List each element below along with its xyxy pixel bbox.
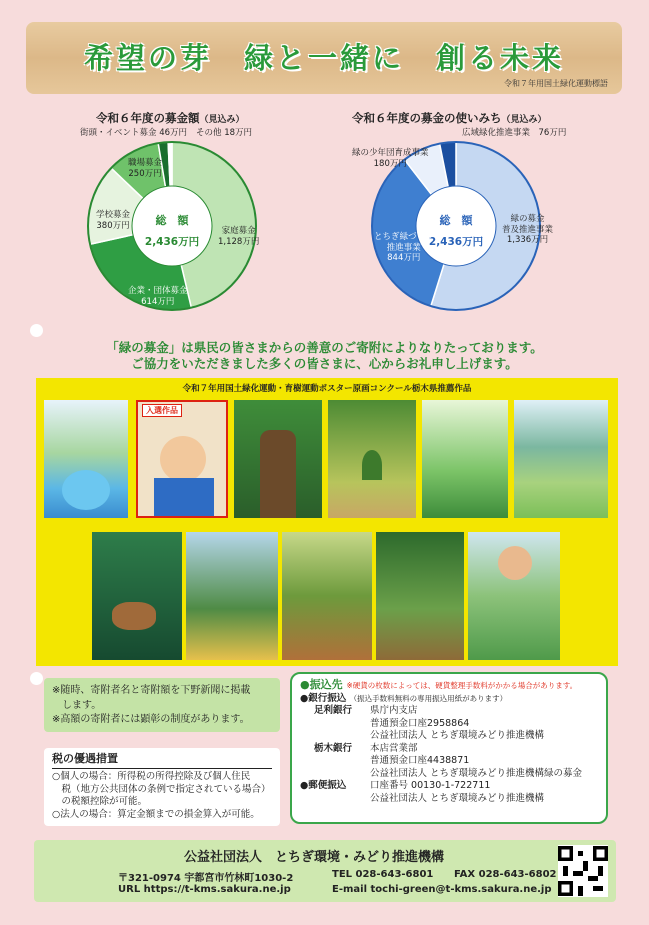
right-chart-title [352, 110, 547, 126]
bank1-details [370, 705, 544, 743]
artwork-9 [282, 532, 372, 660]
left-total-label: 総 額 [155, 214, 189, 227]
phone: TEL 028-643-6801 [332, 869, 434, 880]
artwork-7 [92, 532, 182, 660]
label-tochigi-greening-value: 844万円 [387, 253, 421, 264]
note-line-1: ※随時、寄附者名と寄附額を下野新聞に掲載 [52, 685, 251, 696]
punch-hole-bottom [30, 672, 43, 685]
label-school-value: 380万円 [96, 220, 130, 231]
right-chart-title-note: （見込み） [501, 115, 547, 125]
label-youth-corps-name: 緑の少年団育成事業 [352, 148, 429, 158]
artwork-4 [328, 400, 416, 518]
label-promotion-name2: 普及推進事業 [502, 224, 554, 235]
artwork-8 [186, 532, 278, 660]
postal-holder: 公益社団法人 とちぎ環境みどり推進機構 [370, 792, 545, 804]
slogan-note: 令和７年用国土緑化運動標語 [504, 79, 608, 88]
website-url[interactable]: URL https://t-kms.sakura.ne.jp [118, 884, 291, 895]
postal-details [370, 780, 544, 805]
label-workplace-name: 職場募金 [128, 158, 163, 168]
label-workplace [128, 158, 162, 179]
label-corporate [128, 286, 188, 307]
bank2-details [370, 743, 582, 781]
transfer-info [290, 672, 608, 824]
gallery-title: 令和７年用国土緑化運動・育樹運動ポスター原画コンクール栃木県推薦作品 [182, 384, 472, 394]
poster-gallery [36, 378, 618, 666]
transfer-heading-text: ●振込先 [300, 678, 343, 691]
bank-transfer-heading-note: （振込手数料無料の専用振込用紙があります） [349, 693, 508, 703]
artwork-1 [44, 400, 128, 518]
qr-code-pattern [558, 845, 608, 897]
tax-line-1: ○個人の場合：所得税の所得控除及び個人住民 [52, 770, 251, 782]
tax-benefits [44, 748, 280, 826]
address: 〒321-0974 宇都宮市竹林町1030-2 [118, 873, 294, 884]
postal-transfer [300, 780, 598, 805]
label-tochigi-greening-name1: とちぎ緑づくり [374, 232, 434, 242]
note-line-2: します。 [52, 699, 102, 711]
left-chart-title-note: （見込み） [199, 115, 245, 125]
artwork-11 [468, 532, 560, 660]
bank-transfer-heading [300, 693, 598, 706]
label-school [96, 210, 130, 231]
email-address[interactable]: E-mail tochi-green@t-kms.sakura.ne.jp [332, 884, 552, 895]
thanks-line-1: 「緑の募金」は県民の皆さまからの善意のご寄附によりなりたっております。 [106, 340, 543, 355]
bank1-holder: 公益社団法人 とちぎ環境みどり推進機構 [370, 730, 545, 742]
note-line-3: ※高額の寄附者には顕彰の制度があります。 [52, 714, 250, 725]
punch-hole-top [30, 324, 43, 337]
label-promotion-name1: 緑の募金 [510, 214, 545, 224]
qr-code[interactable] [558, 845, 608, 897]
label-promotion-value: 1,336万円 [506, 235, 549, 246]
label-tochigi-greening [374, 232, 434, 264]
artwork-2 [136, 400, 228, 518]
right-total-label: 総 額 [439, 214, 473, 227]
label-other-name: その他 [196, 128, 222, 138]
page-title: 希望の芽 緑と一緒に 創る未来 [83, 41, 564, 75]
label-tochigi-greening-name2: 推進事業 [386, 242, 421, 253]
newspaper-notes [44, 678, 280, 732]
label-school-name: 学校募金 [96, 210, 131, 220]
label-street-event-value: 46万円 [159, 128, 188, 138]
label-youth-corps [352, 148, 429, 169]
transfer-heading-note: ※硬貨の枚数によっては、硬貨整理手数料がかかる場合があります。 [346, 681, 578, 690]
bank2-name: 栃木銀行 [314, 742, 353, 754]
footer-contact [34, 840, 616, 902]
right-total-value: 2,436万円 [428, 236, 484, 248]
tax-line-3: の税額控除が可能。 [52, 796, 148, 808]
label-corporate-value: 614万円 [141, 296, 175, 307]
bank1-branch: 県庁内支店 [370, 705, 418, 717]
bank2-branch: 本店営業部 [370, 742, 418, 754]
award-badge: 入選作品 [142, 404, 182, 417]
bank1-name: 足利銀行 [314, 705, 353, 717]
label-promotion [502, 214, 553, 246]
fax: FAX 028-643-6802 [454, 869, 557, 880]
label-street-event [80, 128, 187, 139]
artwork-6 [514, 400, 608, 518]
postal-heading: ●郵便振込 [300, 780, 347, 792]
label-other [196, 128, 252, 139]
bank1-account: 普通預金口座2958864 [370, 717, 470, 729]
artwork-10 [376, 532, 464, 660]
bank2-account: 普通預金口座4438871 [370, 755, 470, 767]
title-banner [26, 22, 622, 94]
bank2 [300, 743, 598, 781]
left-chart-title [96, 110, 245, 126]
label-other-value: 18万円 [224, 128, 253, 138]
label-household [218, 226, 259, 247]
label-workplace-value: 250万円 [128, 168, 162, 179]
artwork-3 [234, 400, 322, 518]
label-household-value: 1,128万円 [218, 236, 260, 247]
label-youth-corps-value: 180万円 [373, 158, 407, 169]
left-chart-title-text: 令和６年度の募金額 [96, 111, 200, 125]
postal-account: 口座番号 00130-1-722711 [370, 780, 491, 792]
label-street-event-name: 街頭・イベント募金 [80, 128, 157, 138]
organization-name: 公益社団法人 とちぎ環境・みどり推進機構 [184, 850, 445, 865]
bank2-holder: 公益社団法人 とちぎ環境みどり推進機構緑の募金 [370, 767, 583, 779]
right-chart-title-text: 令和６年度の募金の使いみち [352, 111, 502, 125]
thanks-line-2: ご協力をいただきました多くの皆さまに、心からお礼申し上げます。 [131, 356, 518, 371]
label-wide-area: 広域緑化推進事業 76万円 [462, 128, 567, 138]
label-household-name: 家庭募金 [221, 226, 256, 236]
tax-title: 税の優遇措置 [52, 752, 272, 769]
bank1 [300, 705, 598, 743]
tax-line-4: ○法人の場合：算定金額までの損金算入が可能。 [52, 809, 260, 821]
left-total-value: 2,436万円 [144, 236, 200, 248]
transfer-heading [300, 678, 598, 693]
bank-transfer-heading-text: ●銀行振込 [300, 692, 347, 704]
artwork-5 [422, 400, 508, 518]
label-corporate-name: 企業・団体募金 [128, 286, 188, 296]
tax-line-2: 税（地方公共団体の条例で指定されている場合） [52, 783, 271, 795]
